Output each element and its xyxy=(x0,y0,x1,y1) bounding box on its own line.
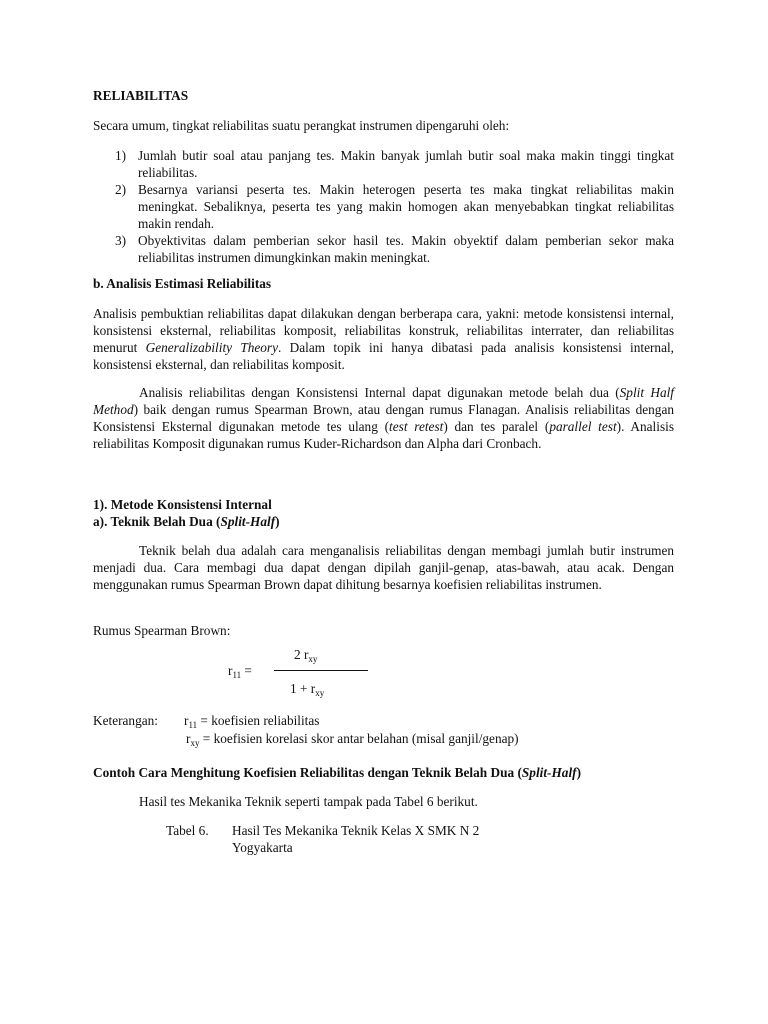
list-text: Besarnya variansi peserta tes. Makin heterogen peserta tes maka tingkat reliabilitas makin meningkat. Sebaliknya, peserta tes yang makin homogen akan menyebabkan tingkat reliabilitas makin rendah. xyxy=(138,182,674,231)
list-text: Obyektivitas dalam pemberian sekor hasil tes. Makin obyektif dalam pemberian sekor maka reliabilitas instrumen dimungkinkan makin meningkat. xyxy=(138,233,674,265)
text-run: 2 r xyxy=(294,647,309,662)
text-run: r xyxy=(186,731,191,746)
text-run-italic: test retest xyxy=(389,419,444,434)
text-run: a). Teknik Belah Dua ( xyxy=(93,514,221,529)
text-run: . Dalam topik ini hanya dibatasi pada analisis konsistensi internal, konsistensi eksternal, dan reliabilitas komposit. xyxy=(93,340,674,372)
text-run-italic: Split Half Method xyxy=(93,385,674,417)
section-b-title: b. Analisis Estimasi Reliabilitas xyxy=(93,276,272,291)
list-item xyxy=(93,147,674,181)
text-run: = xyxy=(241,663,252,678)
text-run-italic: Split-Half xyxy=(220,514,276,529)
fraction-bar xyxy=(274,670,368,671)
list-item xyxy=(93,232,674,266)
keterangan-label: Keterangan: xyxy=(93,713,158,728)
text-run-italic: Split-Half xyxy=(521,765,577,780)
table-caption-line-1: Hasil Tes Mekanika Teknik Kelas X SMK N 2 xyxy=(232,823,480,838)
text-run: r xyxy=(184,713,189,728)
text-run-italic: Generalizability Theory xyxy=(145,340,279,355)
text-run: r xyxy=(228,663,233,678)
list-text: Jumlah butir soal atau panjang tes. Makin banyak jumlah butir soal maka makin tinggi tingkat reliabilitas. xyxy=(138,148,674,180)
subscript: xy xyxy=(315,688,325,698)
list-number: 3) xyxy=(115,233,127,248)
subscript: 11 xyxy=(188,720,198,730)
section-1-subtitle xyxy=(93,513,674,530)
text-run: = koefisien reliabilitas xyxy=(197,713,320,728)
text-run: ). Analisis reliabilitas Komposit digunakan rumus Kuder-Richardson dan Alpha dari Cronbach. xyxy=(93,419,674,451)
section-b-paragraph-1 xyxy=(93,305,674,373)
formula-denominator xyxy=(290,680,324,697)
table-label: Tabel 6. xyxy=(166,823,209,838)
text-run: ) xyxy=(576,765,582,780)
factor-list xyxy=(93,147,674,266)
section-b-paragraph-2 xyxy=(93,384,674,452)
formula-label: Rumus Spearman Brown: xyxy=(93,623,231,638)
subscript: xy xyxy=(190,738,200,748)
text-run: ) xyxy=(275,514,280,529)
subscript: 11 xyxy=(232,670,242,680)
text-run: ) dan tes paralel ( xyxy=(443,419,550,434)
text-run: Analisis pembuktian reliabilitas dapat dilakukan dengan berberapa cara, yakni: metode konsistensi internal, konsistensi eksternal, reliabilitas komposit, reliabilitas konstruk, reliabilitas interrater, dan reliabilitas menurut xyxy=(93,306,674,355)
text-run-italic: parallel test xyxy=(549,419,617,434)
text-run: Contoh Cara Menghitung Koefisien Reliabilitas dengan Teknik Belah Dua ( xyxy=(93,765,522,780)
text-run: 1 + r xyxy=(290,681,316,696)
keterangan-line-1 xyxy=(184,712,319,729)
list-item xyxy=(93,181,674,232)
formula-lhs xyxy=(228,662,252,679)
section-1-title: 1). Metode Konsistensi Internal xyxy=(93,497,272,512)
page-heading: RELIABILITAS xyxy=(93,88,189,103)
table-caption-line-2: Yogyakarta xyxy=(232,840,293,855)
example-paragraph: Hasil tes Mekanika Teknik seperti tampak pada Tabel 6 berikut. xyxy=(139,794,478,809)
formula-numerator xyxy=(294,646,317,663)
intro-text: Secara umum, tingkat reliabilitas suatu perangkat instrumen dipengaruhi oleh: xyxy=(93,118,510,133)
section-1-paragraph: Teknik belah dua adalah cara menganalisis reliabilitas dengan membagi jumlah butir instrumen menjadi dua. Cara membagi dua dapat dengan dipilah ganjil-genap, atas-bawah, atau acak. Dengan menggunakan rumus Spearman Brown dapat dihitung besarnya koefisien reliabilitas instrumen. xyxy=(93,543,674,592)
subscript: xy xyxy=(308,654,318,664)
text-run: ) baik dengan rumus Spearman Brown, atau dengan rumus Flanagan. Analisis reliabilitas dengan Konsistensi Eksternal digunakan metode tes ulang ( xyxy=(93,402,674,434)
list-number: 2) xyxy=(115,182,127,197)
text-run: Analisis reliabilitas dengan Konsistensi Internal dapat digunakan metode belah dua ( xyxy=(139,385,620,400)
keterangan-line-2 xyxy=(186,730,519,747)
example-title xyxy=(93,764,683,781)
list-number: 1) xyxy=(115,148,127,163)
text-run: = koefisien korelasi skor antar belahan (misal ganjil/genap) xyxy=(199,731,519,746)
